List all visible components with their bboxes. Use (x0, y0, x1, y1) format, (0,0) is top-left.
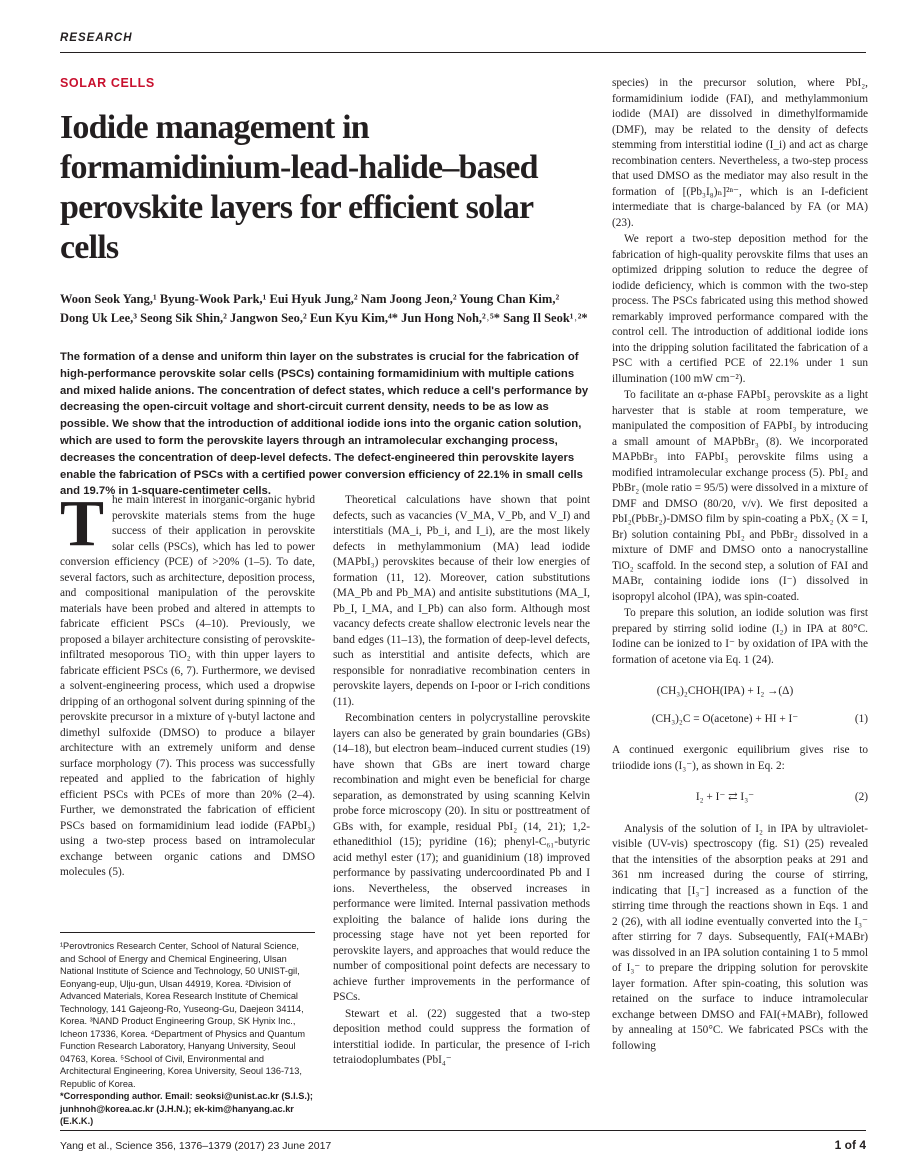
top-divider (60, 52, 866, 53)
equation-1-line-2: (CH₃)₂C = O(acetone) + HI + I⁻ (651, 712, 799, 725)
paragraph: To prepare this solution, an iodide solution was first prepared by stirring solid iodine (I₂) in IPA at 80°C. Iodine can be ionized to I⁻ by oxidation of IPA with the formation of acetone via Eq. 1 (24). (612, 607, 868, 666)
abstract: The formation of a dense and uniform thin layer on the substrates is crucial for the fabrication of high-performance perovskite solar cells (PSCs) containing formamidinium with multiple cations and mixed halide anions. The concentration of defect states, which reduce a cell's performance by decreasing the open-circuit voltage and short-circuit current density, needs to be as low as possible. We show that the introduction of additional iodide ions into the organic cation solution, which are used to form the perovskite layers through an intramolecular exchanging process, decreases the concentration of deep-level defects. The defect-engineered thin perovskite layers enable the fabrication of PSCs with a certified power conversion efficiency of 22.1% in small cells and 19.7% in 1-square-centimeter cells. (60, 351, 589, 498)
corresponding-author: *Corresponding author. Email: seoksi@unist.ac.kr (S.I.S.); junhnoh@korea.ac.kr (J.H.N.); ek-kim@hanyang.ac.kr (E.K.K.) (60, 1091, 313, 1126)
paragraph: Stewart et al. (22) suggested that a two-step deposition method could suppress the formation of interstitial iodide. In particular, the presence of I-rich tetraiodoplumbates (PbI₄⁻ (333, 1007, 590, 1066)
intro-text: he main interest in inorganic-organic hybrid perovskite materials stems from the huge success of their application in perovskite solar cells (PSCs), which has led to power conversion efficiency (PCE) of >20% (1–5). To date, several factors, such as architecture, deposition process, and compositional manipulation of the perovskite materials have been probed and altered in attempts to fabricate efficient PSCs (4–10). Previously, we proposed a bilayer architecture consisting of perovskite-infiltrated mesoporous TiO₂ with thin upper layers to fabricate efficient PSCs (6, 7). Furthermore, we devised a solvent-engineering process, which used a dropwise dripping of an orthogonal solvent during spinning of the perovskite precursor in a mixture of γ-butyl lactone and dimethyl sulfoxide (DMSO) to produce a bilayer architecture with an extremely uniform and dense surface morphology (7). This process was successfully repeated and applied to the fabrication of highly efficient PSCs with PCEs of more than 20% (2–4). Further, we demonstrated the fabrication of efficient PSCs based on formamidinium lead iodide (FAPbI₃) using a two-step process based on intramolecular exchange between organic cations and DMSO molecules (5). (60, 494, 315, 878)
body-column-2 (333, 493, 590, 1070)
body-column-3 (612, 76, 868, 1055)
article-header (60, 76, 590, 500)
page-number: 1 of 4 (834, 1138, 866, 1152)
paragraph: Analysis of the solution of I₂ in IPA by ultraviolet-visible (UV-vis) spectroscopy (fig. S1) (25) revealed that the intensities of the absorption peaks at 291 and 361 nm increased during the course of stirring, indicating that [I₃⁻] increased as a function of the stirring time through the reactions shown in Eqs. 1 and 2 (26), with all iodine eventually converted into the I₃⁻ after stirring for 7 days. Subsequently, FAI(+MABr) was dissolved in an IPA solution containing 1 to 5 mmol of I₃⁻ to prepare the dripping solution for perovskite layer formation. After spin-coating, this solution was retained on the surface to induce intramolecular exchange between DMSO and FAI(+MABr), followed by annealing at 150°C. We fabricated PSCs with the following (612, 822, 868, 1052)
paragraph: To facilitate an α-phase FAPbI₃ perovskite as a light harvester that is stable at room temperature, we manipulated the composition of FAPbI₃ by introducing a small amount of MAPbBr₃ (8). We incorporated MAPbBr₃ into FAPbI₃ perovskite films using a modified intramolecular exchange process (5). PbI₂ and PbBr₂ (mole ratio = 95/5) were dissolved in a mixture of DMF and DMSO (80/20, v/v). We first deposited a PbI₂(PbBr₂)-DMSO film by spin-coating a PbX₂ (X = I, Br) solution containing PbI₂ and PbBr₂ dissolved in a mixture of DMF and DMSO onto a nanocrystalline TiO₂ scaffold. In the second step, a solution of FAI and MABr, containing iodide ions (I⁻) dissolved in isopropyl alcohol (IPA), was spin-coated. (612, 389, 868, 603)
intro-paragraph (60, 487, 315, 881)
article-title: Iodide management in formamidinium-lead-halide–based perovskite layers for efficient solar cells (60, 109, 538, 266)
equation-1-number: (1) (854, 712, 868, 725)
section-label: RESEARCH (60, 32, 133, 44)
body-column-1 (60, 487, 315, 882)
bottom-divider (60, 1130, 866, 1131)
equation-2-number: (2) (854, 791, 868, 803)
paragraph: We report a two-step deposition method for the fabrication of high-quality perovskite films that uses an optimized dripping solution to reduce the degree of iodide deficiency, which is common with the two-step process. The PSCs fabricated using this method showed remarkably improved performance compared with the control cell. The introduction of additional iodide ions into the dripping solution facilitated the fabrication of a PSC with a certified PCE of 22.1% under 1 sun illumination (100 mW cm⁻²). (612, 233, 868, 385)
citation-footer: Yang et al., Science 356, 1376–1379 (2017) 23 June 2017 (60, 1140, 332, 1152)
affiliations-text: ¹Perovtronics Research Center, School of Natural Science, and School of Energy and Chemical Engineering, Ulsan National Institute of Science and Technology, 50 UNIST-gil, Eonyang-eup, Ulju-gun, Ulsan 44919, Korea. ²Division of Advanced Materials, Korea Research Institute of Chemical Technology, 141 Gajeong-Ro, Yuseong-Gu, Daejeon 34114, Korea. ³NAND Product Engineering Group, SK Hynix Inc., Icheon 17336, Korea. ⁴Department of Physics and Quantum Function Research Laboratory, Hanyang University, Seoul 04763, Korea. ⁵School of Civil, Environmental and Architectural Engineering, Korea University, Seoul 136-713, Republic of Korea. (60, 941, 306, 1089)
kicker-label: SOLAR CELLS (60, 76, 155, 90)
paragraph: Theoretical calculations have shown that point defects, such as vacancies (V_MA, V_Pb, and V_I) and interstitials (MA_i, Pb_i, and I_i), are the most likely defects in methylammonium (MA) lead iodide (MAPbI₃) perovskites because of their low energies of formation (11, 12). Moreover, cation substitutions (MA_Pb and Pb_MA) and antisite substitutions (MA_I, Pb_I, I_MA, and I_Pb) can also form. Although most vacancy defects create shallow electronic levels near the band edges (11–13), the formation of deep-level defects, such as interstitial and antisite defects, which are responsible for nonradiative recombination centers in perovskite layers, depends on I-poor or I-rich conditions (11). (333, 494, 590, 708)
paragraph: species) in the precursor solution, where PbI₂, formamidinium iodide (FAI), and methylammonium iodide (MAI) are dissolved in dimethylformamide (DMF), may be related to the density of defects stemming from interstitial iodine (I_i) and act as charge recombination centers. Nevertheless, a two-step process that used DMSO as the mediator may also result in the formation of [(Pb₃I₈)ₙ]²ⁿ⁻, which is an I-deficient intermediate that is charge-balanced by FA (or MA) (23). (612, 77, 868, 229)
author-list: Woon Seok Yang,¹ Byung-Wook Park,¹ Eui Hyuk Jung,² Nam Joong Jeon,² Young Chan Kim,² Dong Uk Lee,³ Seong Sik Shin,² Jangwon Seo,² Eun Kyu Kim,⁴* Jun Hong Noh,²˒⁵* Sang Il Seok¹˒²* (60, 292, 588, 325)
footnote-divider (60, 932, 315, 933)
paragraph: A continued exergonic equilibrium gives rise to triiodide ions (I₃⁻), as shown in Eq. 2: (612, 744, 868, 772)
paragraph: Recombination centers in polycrystalline perovskite layers can also be generated by grain boundaries (GBs) (14–18), but electron beam–induced current studies (19) have shown that GBs are inert toward charge recombination and might even be beneficial for charge separation, as demonstrated by using scanning Kelvin probe force microscopy (20). In situ or posttreatment of GBs with, for example, residual PbI₂ (14, 21); 1,2-ethanedithiol (15); pyridine (16); phenyl-C₆₁-butyric acid methyl ester (17); and guanidinium (18) improved performance by passivating undercoordinated Pb and I ions. Nevertheless, the observed increases in performance were limited. Internal passivation methods exploiting the balance of halide ions during the processing stage have not yet been reported for perovskite layers, and approaches that would reduce the number of compositional point defects are necessary to achieve further improvements in the performance of PSCs. (333, 712, 590, 1003)
equation-2 (612, 784, 868, 812)
equation-2-line: I₂ + I⁻ ⇄ I₃⁻ (695, 791, 755, 803)
equation-1 (612, 678, 868, 733)
equation-1-line-1: (CH₃)₂CHOH(IPA) + I₂ →(Δ) (656, 685, 794, 697)
drop-cap: T (60, 487, 105, 560)
affiliations-footnote (60, 940, 315, 1128)
